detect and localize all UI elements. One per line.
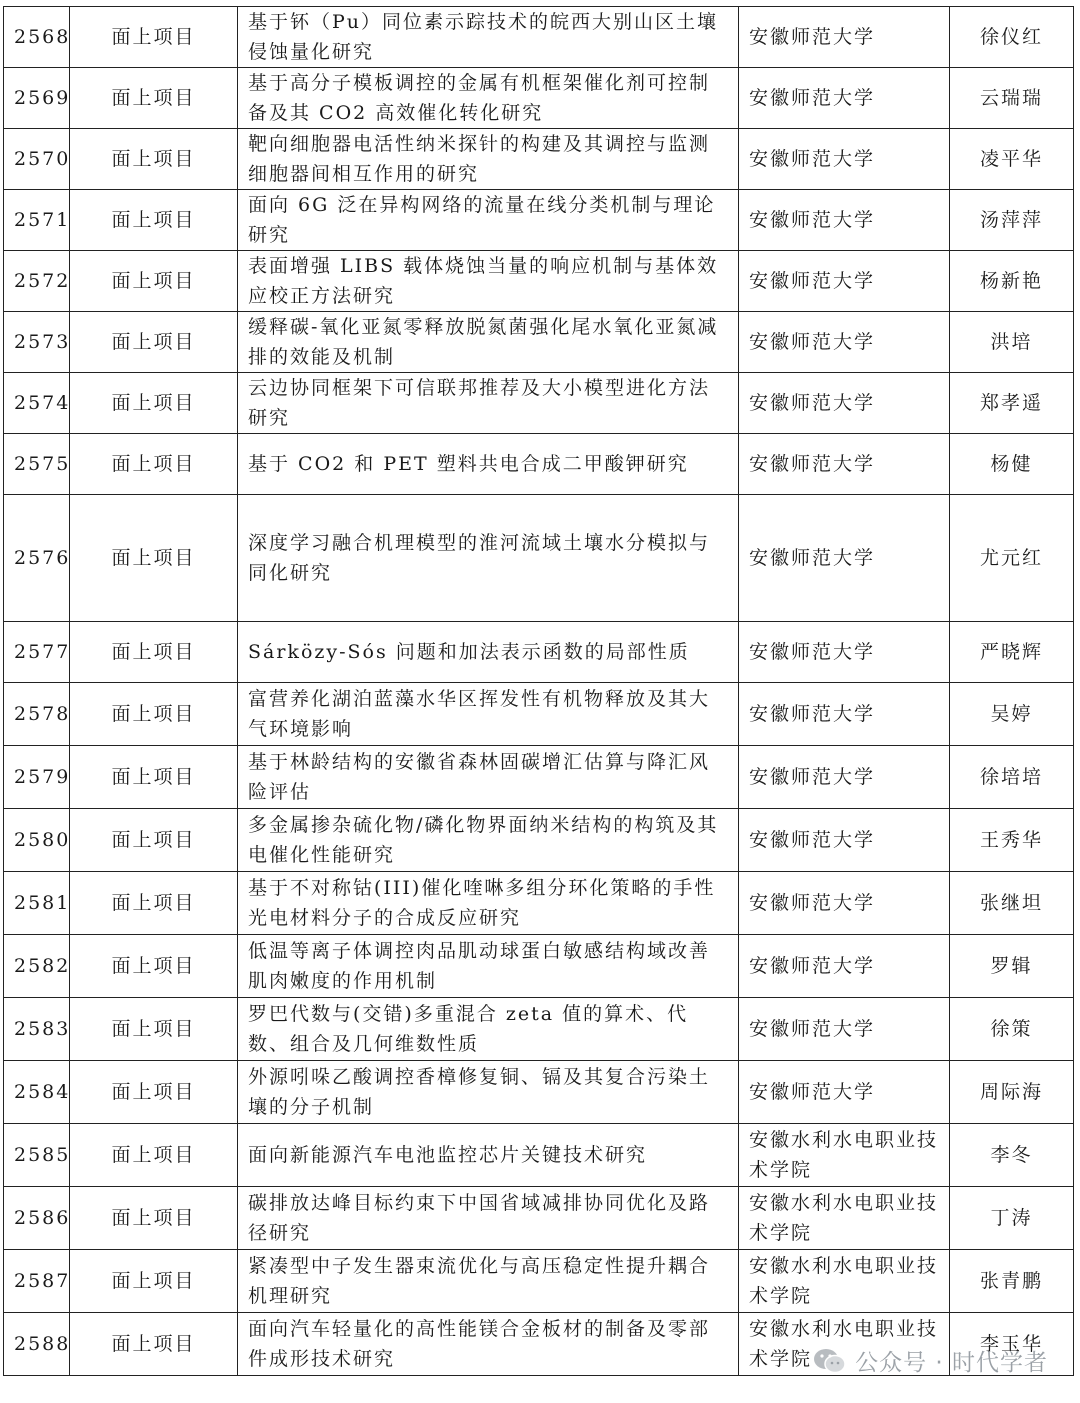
project-type: 面上项目 — [70, 312, 238, 373]
institution: 安徽水利水电职业技术学院 — [739, 1187, 950, 1250]
row-number: 2579 — [4, 746, 70, 809]
institution: 安徽水利水电职业技术学院 — [739, 1250, 950, 1313]
institution: 安徽师范大学 — [739, 495, 950, 622]
row-number: 2580 — [4, 809, 70, 872]
project-type: 面上项目 — [70, 7, 238, 68]
project-title: 靶向细胞器电活性纳米探针的构建及其调控与监测细胞器间相互作用的研究 — [238, 129, 739, 190]
row-number: 2588 — [4, 1313, 70, 1376]
project-title: 云边协同框架下可信联邦推荐及大小模型进化方法研究 — [238, 373, 739, 434]
project-table-body — [4, 7, 1074, 1376]
institution: 安徽师范大学 — [739, 935, 950, 998]
institution: 安徽师范大学 — [739, 998, 950, 1061]
row-number: 2583 — [4, 998, 70, 1061]
principal-investigator: 洪培 — [950, 312, 1074, 373]
project-title: 面向 6G 泛在异构网络的流量在线分类机制与理论研究 — [238, 190, 739, 251]
project-type: 面上项目 — [70, 190, 238, 251]
row-number: 2584 — [4, 1061, 70, 1124]
table-row — [4, 251, 1074, 312]
project-title: 面向汽车轻量化的高性能镁合金板材的制备及零部件成形技术研究 — [238, 1313, 739, 1376]
institution: 安徽师范大学 — [739, 746, 950, 809]
project-type: 面上项目 — [70, 129, 238, 190]
institution: 安徽师范大学 — [739, 1061, 950, 1124]
table-row — [4, 935, 1074, 998]
project-title: 缓释碳-氧化亚氮零释放脱氮菌强化尾水氧化亚氮减排的效能及机制 — [238, 312, 739, 373]
institution: 安徽水利水电职业技术学院 — [739, 1313, 950, 1376]
principal-investigator: 杨健 — [950, 434, 1074, 495]
project-title: 罗巴代数与(交错)多重混合 zeta 值的算术、代数、组合及几何维数性质 — [238, 998, 739, 1061]
row-number: 2576 — [4, 495, 70, 622]
institution: 安徽师范大学 — [739, 7, 950, 68]
row-number: 2568 — [4, 7, 70, 68]
table-row — [4, 746, 1074, 809]
table-row — [4, 312, 1074, 373]
principal-investigator: 周际海 — [950, 1061, 1074, 1124]
institution: 安徽师范大学 — [739, 434, 950, 495]
project-type: 面上项目 — [70, 251, 238, 312]
project-type: 面上项目 — [70, 872, 238, 935]
watermark-text: 公众号 · 时代学者 — [855, 1350, 1048, 1376]
watermark — [811, 1344, 1048, 1377]
principal-investigator: 张青鹏 — [950, 1250, 1074, 1313]
principal-investigator: 云瑞瑞 — [950, 68, 1074, 129]
project-type: 面上项目 — [70, 622, 238, 683]
institution: 安徽师范大学 — [739, 622, 950, 683]
principal-investigator: 徐仪红 — [950, 7, 1074, 68]
institution: 安徽师范大学 — [739, 251, 950, 312]
project-title: 碳排放达峰目标约束下中国省域减排协同优化及路径研究 — [238, 1187, 739, 1250]
institution: 安徽师范大学 — [739, 683, 950, 746]
row-number: 2570 — [4, 129, 70, 190]
project-type: 面上项目 — [70, 68, 238, 129]
principal-investigator: 尤元红 — [950, 495, 1074, 622]
table-row — [4, 190, 1074, 251]
principal-investigator: 严晓辉 — [950, 622, 1074, 683]
table-row — [4, 622, 1074, 683]
institution: 安徽师范大学 — [739, 872, 950, 935]
row-number: 2573 — [4, 312, 70, 373]
principal-investigator: 徐培培 — [950, 746, 1074, 809]
project-title: 基于不对称钴(III)催化喹啉多组分环化策略的手性光电材料分子的合成反应研究 — [238, 872, 739, 935]
row-number: 2578 — [4, 683, 70, 746]
principal-investigator: 杨新艳 — [950, 251, 1074, 312]
row-number: 2574 — [4, 373, 70, 434]
project-type: 面上项目 — [70, 1061, 238, 1124]
project-table — [3, 6, 1074, 1376]
wechat-icon — [811, 1346, 849, 1376]
table-row — [4, 998, 1074, 1061]
table-row — [4, 434, 1074, 495]
table-row — [4, 495, 1074, 622]
row-number: 2572 — [4, 251, 70, 312]
project-title: 基于高分子模板调控的金属有机框架催化剂可控制备及其 CO2 高效催化转化研究 — [238, 68, 739, 129]
institution: 安徽师范大学 — [739, 190, 950, 251]
project-type: 面上项目 — [70, 998, 238, 1061]
project-type: 面上项目 — [70, 1187, 238, 1250]
institution: 安徽师范大学 — [739, 129, 950, 190]
project-type: 面上项目 — [70, 809, 238, 872]
table-row — [4, 683, 1074, 746]
table-row — [4, 7, 1074, 68]
project-type: 面上项目 — [70, 495, 238, 622]
table-row — [4, 129, 1074, 190]
row-number: 2575 — [4, 434, 70, 495]
principal-investigator: 徐策 — [950, 998, 1074, 1061]
project-type: 面上项目 — [70, 683, 238, 746]
project-type: 面上项目 — [70, 434, 238, 495]
row-number: 2582 — [4, 935, 70, 998]
institution: 安徽师范大学 — [739, 312, 950, 373]
institution: 安徽师范大学 — [739, 68, 950, 129]
institution: 安徽师范大学 — [739, 809, 950, 872]
table-row — [4, 1187, 1074, 1250]
table-row — [4, 1061, 1074, 1124]
project-type: 面上项目 — [70, 373, 238, 434]
principal-investigator: 吴婷 — [950, 683, 1074, 746]
project-title: 富营养化湖泊蓝藻水华区挥发性有机物释放及其大气环境影响 — [238, 683, 739, 746]
principal-investigator: 丁涛 — [950, 1187, 1074, 1250]
row-number: 2577 — [4, 622, 70, 683]
project-title: 低温等离子体调控肉品肌动球蛋白敏感结构域改善肌肉嫩度的作用机制 — [238, 935, 739, 998]
table-row — [4, 809, 1074, 872]
project-type: 面上项目 — [70, 1124, 238, 1187]
project-title: 基于钚（Pu）同位素示踪技术的皖西大别山区土壤侵蚀量化研究 — [238, 7, 739, 68]
principal-investigator: 李玉华 — [950, 1313, 1074, 1376]
project-type: 面上项目 — [70, 1313, 238, 1376]
project-type: 面上项目 — [70, 746, 238, 809]
row-number: 2581 — [4, 872, 70, 935]
project-type: 面上项目 — [70, 1250, 238, 1313]
project-title: 外源吲哚乙酸调控香樟修复铜、镉及其复合污染土壤的分子机制 — [238, 1061, 739, 1124]
institution: 安徽水利水电职业技术学院 — [739, 1124, 950, 1187]
table-row — [4, 1250, 1074, 1313]
project-title: 深度学习融合机理模型的淮河流域土壤水分模拟与同化研究 — [238, 495, 739, 622]
table-row — [4, 872, 1074, 935]
row-number: 2586 — [4, 1187, 70, 1250]
table-row — [4, 373, 1074, 434]
row-number: 2571 — [4, 190, 70, 251]
principal-investigator: 张继坦 — [950, 872, 1074, 935]
principal-investigator: 王秀华 — [950, 809, 1074, 872]
project-title: 基于林龄结构的安徽省森林固碳增汇估算与降汇风险评估 — [238, 746, 739, 809]
row-number: 2569 — [4, 68, 70, 129]
project-title: 多金属掺杂硫化物/磷化物界面纳米结构的构筑及其电催化性能研究 — [238, 809, 739, 872]
project-title: Sárközy-Sós 问题和加法表示函数的局部性质 — [238, 622, 739, 683]
row-number: 2585 — [4, 1124, 70, 1187]
principal-investigator: 李冬 — [950, 1124, 1074, 1187]
row-number: 2587 — [4, 1250, 70, 1313]
institution: 安徽师范大学 — [739, 373, 950, 434]
project-title: 紧凑型中子发生器束流优化与高压稳定性提升耦合机理研究 — [238, 1250, 739, 1313]
table-row — [4, 68, 1074, 129]
principal-investigator: 郑孝遥 — [950, 373, 1074, 434]
project-title: 基于 CO2 和 PET 塑料共电合成二甲酸钾研究 — [238, 434, 739, 495]
project-title: 表面增强 LIBS 载体烧蚀当量的响应机制与基体效应校正方法研究 — [238, 251, 739, 312]
principal-investigator: 罗辑 — [950, 935, 1074, 998]
project-title: 面向新能源汽车电池监控芯片关键技术研究 — [238, 1124, 739, 1187]
table-row — [4, 1124, 1074, 1187]
principal-investigator: 汤萍萍 — [950, 190, 1074, 251]
project-type: 面上项目 — [70, 935, 238, 998]
principal-investigator: 凌平华 — [950, 129, 1074, 190]
